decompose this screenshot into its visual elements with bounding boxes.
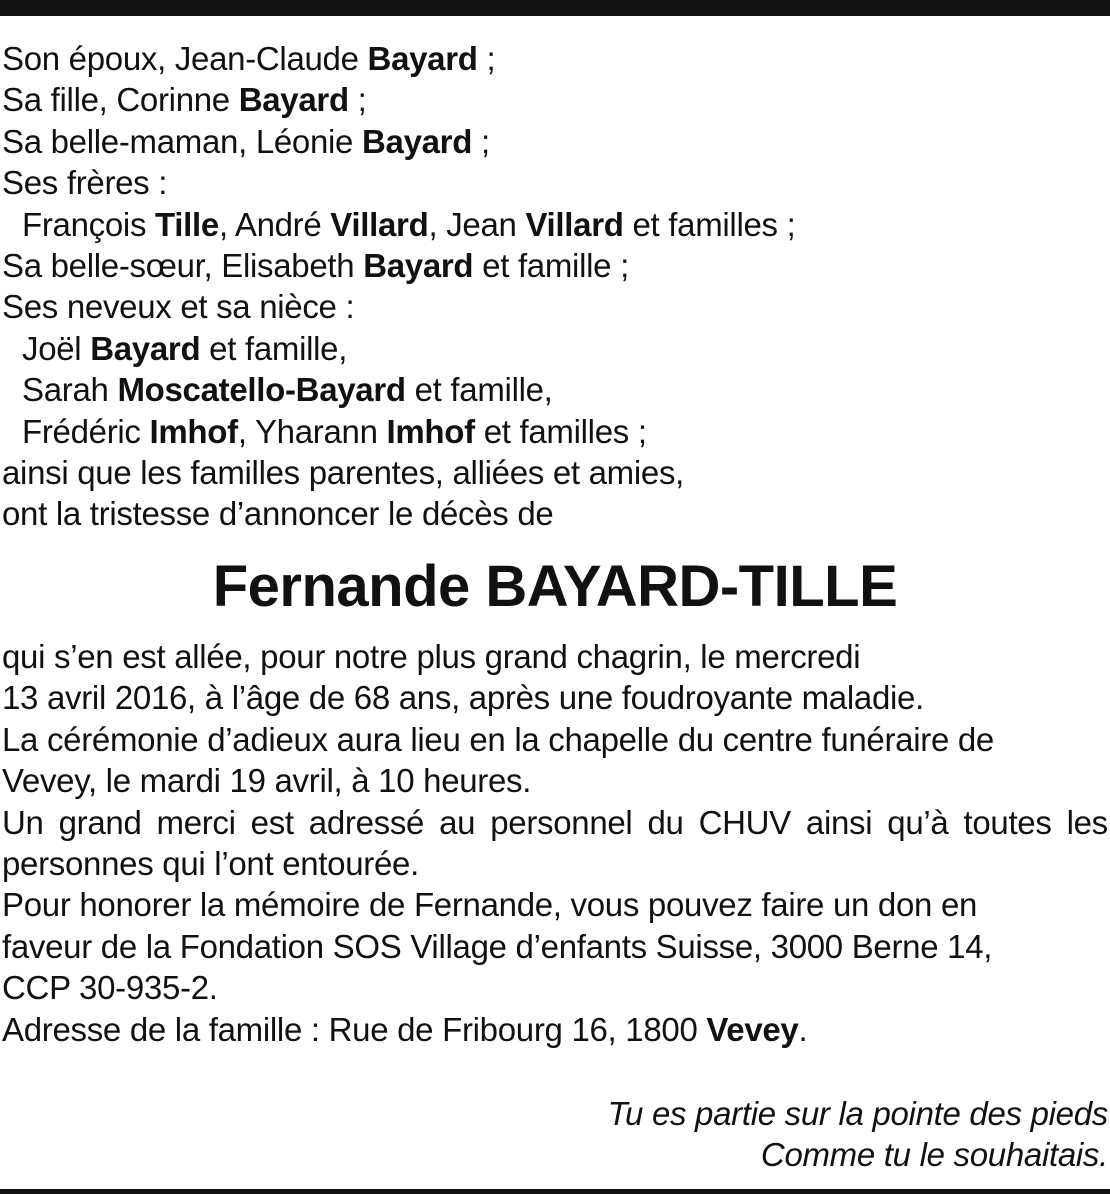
given-name-text: Son époux, Jean-Claude (2, 40, 368, 77)
surname: Imhof (386, 412, 475, 450)
punctuation-text: . (798, 1010, 808, 1048)
deceased-name-heading: Fernande BAYARD-TILLE (212, 554, 898, 619)
given-name-text: Joël (22, 329, 91, 367)
closing-verse (408, 1093, 1108, 1176)
surname: Villard (330, 205, 429, 243)
address-text: Adresse de la famille : Rue de Fribourg 16, 1800 (2, 1010, 707, 1048)
notice-line: Pour honorer la mémoire de Fernande, vous pouvez faire un don en (2, 886, 978, 924)
suffix-text: et famille, (405, 371, 553, 409)
punctuation-text: ; (477, 40, 496, 77)
surname: Villard (525, 205, 624, 243)
notice-word: adressé (308, 803, 425, 841)
suffix-text: et famille ; (473, 246, 629, 284)
surname: Tille (155, 205, 219, 243)
given-name-text: François (22, 205, 156, 243)
notice-word: merci (156, 803, 236, 841)
surname: Bayard (238, 81, 349, 119)
family-line-mother-in-law (2, 121, 1108, 162)
family-line-brothers-heading (2, 162, 1108, 203)
surname: Moscatello-Bayard (117, 371, 406, 409)
notice-body (2, 636, 1108, 1050)
notice-word: toutes (963, 803, 1052, 841)
family-line-brothers (2, 204, 1108, 245)
notice-line: personnes qui l’ont entourée. (2, 844, 419, 882)
family-line-nephews-imhof (2, 411, 1108, 452)
verse-line: Comme tu le souhaitais. (760, 1136, 1108, 1174)
notice-word: qu’à (887, 803, 949, 841)
given-name-text: Frédéric (22, 412, 150, 450)
punctuation-text: ; (472, 122, 490, 160)
notice-word: les (1066, 803, 1108, 841)
family-line-nephews-heading (2, 286, 1108, 327)
top-border-rule (0, 0, 1110, 16)
suffix-text: et familles ; (623, 205, 796, 243)
notice-word: grand (58, 803, 142, 841)
notice-word: ainsi (805, 803, 873, 841)
body-text: ont la tristesse d’annoncer le décès de (2, 495, 554, 533)
heading-text: Ses frères : (2, 164, 168, 202)
address-city: Vevey (706, 1010, 799, 1048)
bottom-border-rule (0, 1189, 1110, 1194)
family-line-niece-sarah (2, 369, 1108, 410)
given-name-text: Sa fille, Corinne (2, 81, 239, 119)
notice-word: est (250, 803, 294, 841)
notice-line: CCP 30-935-2. (2, 969, 218, 1007)
given-name-text: Sa belle-maman, Léonie (2, 122, 362, 160)
notice-line-justified (2, 802, 1108, 843)
body-text: ainsi que les familles parentes, alliées et amies, (2, 453, 685, 491)
family-line-relatives (2, 452, 1108, 493)
surname: Bayard (367, 40, 478, 77)
family-line-announcement (2, 493, 1108, 534)
suffix-text: et famille, (200, 329, 348, 367)
notice-word: CHUV (698, 803, 791, 841)
notice-line: 13 avril 2016, à l’âge de 68 ans, après une foudroyante maladie. (2, 679, 924, 717)
surname: Bayard (361, 122, 473, 160)
given-name-text: Sa belle-sœur, Elisabeth (2, 246, 364, 284)
notice-line: qui s’en est allée, pour notre plus grand chagrin, le mercredi (2, 638, 861, 675)
suffix-text: et familles ; (474, 412, 647, 450)
verse-line: Tu es partie sur la pointe des pieds (607, 1095, 1108, 1132)
notice-word: du (647, 803, 684, 841)
surname: Bayard (90, 329, 201, 367)
family-line-nephew-joel (2, 328, 1108, 369)
given-name-text: , André (218, 205, 331, 243)
notice-line: Vevey, le mardi 19 avril, à 10 heures. (2, 762, 532, 800)
family-line-daughter (2, 79, 1108, 120)
notice-word: personnel (490, 803, 633, 841)
notice-line: La cérémonie d’adieux aura lieu en la chapelle du centre funéraire de (2, 720, 994, 758)
family-list (2, 38, 1108, 535)
given-name-text: Sarah (22, 371, 118, 409)
family-line-sister-in-law (2, 245, 1108, 286)
heading-text: Ses neveux et sa nièce : (2, 288, 355, 326)
family-line-spouse (2, 38, 1108, 79)
punctuation-text: ; (348, 81, 367, 119)
notice-word: Un (2, 803, 44, 841)
surname: Imhof (149, 412, 238, 450)
notice-line: faveur de la Fondation SOS Village d’enfants Suisse, 3000 Berne 14, (2, 927, 993, 965)
surname: Bayard (363, 246, 474, 284)
notice-word: au (439, 803, 476, 841)
given-name-text: , Yharann (237, 412, 387, 450)
family-address-line (2, 1009, 1108, 1050)
given-name-text: , Jean (428, 205, 526, 243)
